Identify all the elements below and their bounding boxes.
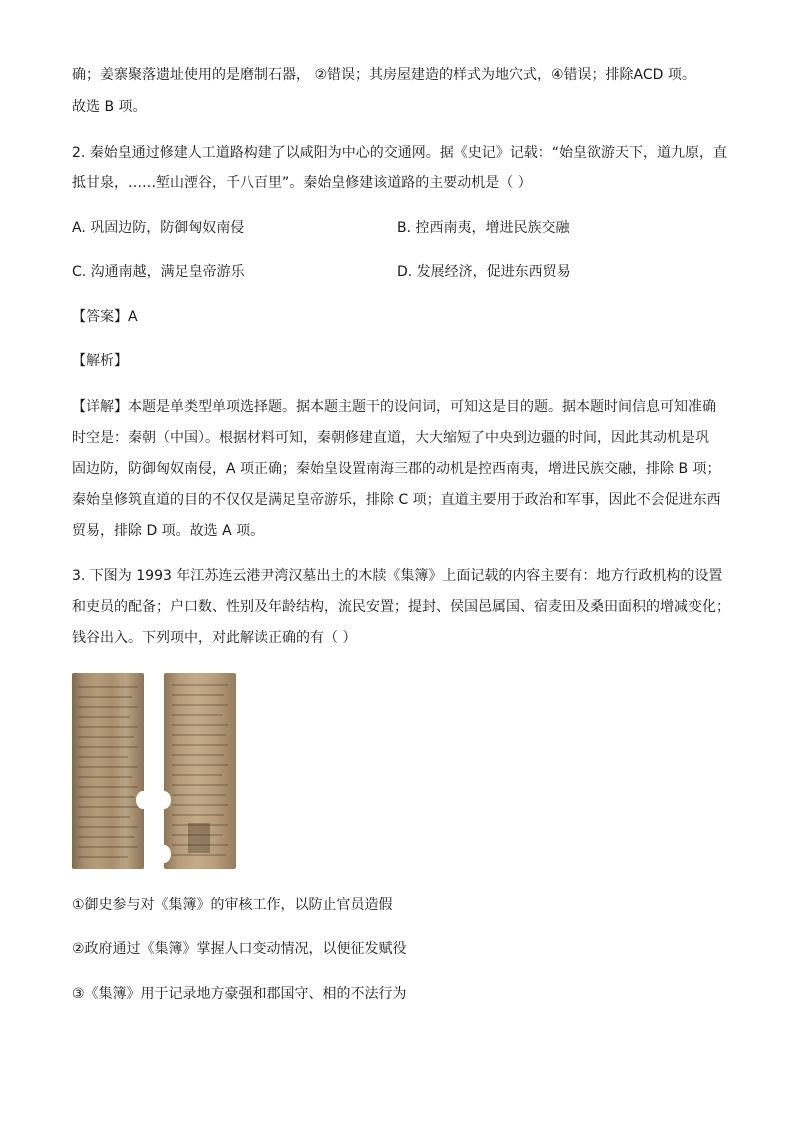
detail-line-5: 贸易，排除 D 项。故选 A 项。 (72, 523, 265, 539)
slip-writing-marks-right (164, 673, 236, 869)
text-line-1: 确；姜寨聚落遗址使用的是磨制石器， ②错误；其房屋建造的样式为地穴式，④错误；排除ACD 项。 (72, 67, 696, 83)
text-line-2: 故选 B 项。 (72, 99, 147, 115)
question-3-stem-line-1: 3. 下图为 1993 年江苏连云港尹湾汉墓出土的木牍《集簿》上面记载的内容主要有：地方行政机构的设置 (72, 568, 723, 584)
question-3-stem-line-3: 钱谷出入。下列项中，对此解读正确的有（ ） (72, 630, 357, 646)
statement-3: ③《集簿》用于记录地方豪强和郡国守、相的不法行为 (72, 986, 407, 1002)
detail-line-4: 秦始皇修筑直道的目的不仅仅是满足皇帝游乐，排除 C 项；直道主要用于政治和军事，因此不会促进东西 (72, 492, 721, 508)
option-c: C. 沟通南越，满足皇帝游乐 (72, 264, 245, 280)
detail-line-3: 固边防，防御匈奴南侵，A 项正确；秦始皇设置南海三郡的动机是控西南夷，增进民族交融，排除 B 项； (72, 461, 721, 477)
question-2-stem-line-2: 抵甘泉，……堑山湮谷，千八百里”。秦始皇修建该道路的主要动机是（ ） (72, 175, 532, 191)
question-2-stem-line-1: 2. 秦始皇通过修建人工道路构建了以咸阳为中心的交通网。据《史记》记载：“始皇欲游天下，道九原，直 (72, 145, 728, 161)
answer-label: 【答案】A (72, 309, 138, 325)
analysis-label: 【解析】 (72, 353, 128, 369)
wooden-slip-left (72, 673, 144, 869)
detail-line-2: 时空是：秦朝（中国）。根据材料可知，秦朝修建直道，大大缩短了中央到边疆的时间，因此其动机是巩 (72, 430, 709, 446)
statement-1: ①御史参与对《集簿》的审核工作，以防止官员造假 (72, 897, 393, 913)
detail-line-1: 【详解】本题是单类型单项选择题。据本题主题干的设问词，可知这是目的题。据本题时间信息可知准确 (72, 399, 716, 415)
option-a: A. 巩固边防，防御匈奴南侵 (72, 220, 245, 236)
wooden-slip-right (164, 673, 236, 869)
option-d: D. 发展经济，促进东西贸易 (397, 264, 571, 280)
option-b: B. 控西南夷，增进民族交融 (397, 220, 570, 236)
wooden-slips-image (72, 673, 236, 869)
question-3-stem-line-2: 和吏员的配备；户口数、性别及年龄结构，流民安置；提封、侯国邑属国、宿麦田及桑田面积的增减变化； (72, 599, 730, 615)
slip-writing-marks-left (72, 673, 144, 869)
statement-2: ②政府通过《集簿》掌握人口变动情况，以便征发赋役 (72, 941, 407, 957)
